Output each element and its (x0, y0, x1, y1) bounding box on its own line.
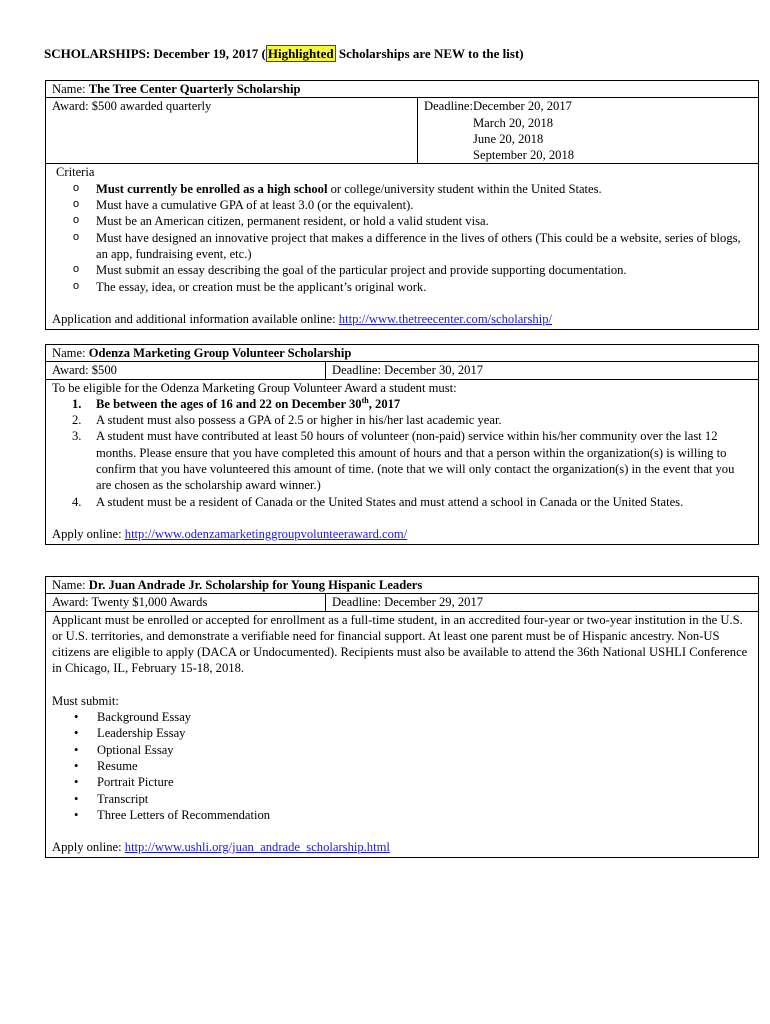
list-item: o Must be an American citizen, permanent resident, or hold a valid student visa. (52, 213, 752, 229)
award-cell: Award: $500 awarded quarterly (46, 98, 418, 163)
scholarship-andrade (45, 576, 759, 858)
deadline-label: Deadline: (424, 99, 473, 114)
list-item: • Three Letters of Recommendation (52, 807, 752, 823)
scholarship-name-row: Name: Odenza Marketing Group Volunteer Scholarship (46, 345, 758, 362)
deadline-date: March 20, 2018 (472, 115, 554, 130)
criteria-label: Criteria (56, 165, 95, 180)
award-cell: Award: $500 (46, 362, 326, 378)
deadline-cell: Deadline: December 29, 2017 (332, 595, 484, 610)
list-item: o Must currently be enrolled as a high school or college/university student within the United States. (52, 181, 752, 197)
details-section (46, 612, 758, 858)
list-item: 2. A student must also possess a GPA of 2.5 or higher in his/her last academic year. (72, 413, 502, 428)
award-deadline-row (46, 98, 758, 164)
apply-link[interactable]: http://www.odenzamarketinggroupvolunteeraward.com/ (124, 526, 408, 541)
scholarship-description: Applicant must be enrolled or accepted for enrollment as a full-time student, in an accredited four-year or two-year institution in the U.S. or U.S. territories, and demonstrate a verifiable need for financial support. At least one parent must be of Hispanic ancestry. Non-US citizens are eligible to apply (DACA or Undocumented). Recipients must also be available to attend the 36th National USHLI Conference in Chicago, IL, February 15-18, 2018. (52, 612, 748, 676)
criteria-section (46, 164, 758, 329)
submit-list (52, 709, 752, 823)
scholarship-tree-center (45, 80, 759, 330)
eligibility-list (52, 396, 752, 510)
list-item: • Leadership Essay (52, 725, 752, 741)
criteria-list (52, 181, 752, 295)
eligibility-section (46, 380, 758, 545)
deadline-cell: Deadline: December 30, 2017 (332, 363, 484, 378)
deadline-date: December 20, 2017 (472, 99, 572, 114)
list-item: • Optional Essay (52, 742, 752, 758)
must-submit-label: Must submit: (52, 693, 119, 708)
title-prefix: SCHOLARSHIPS: December 19, 2017 ( (44, 46, 266, 61)
title-suffix: Scholarships are NEW to the list) (335, 46, 524, 61)
list-item: o Must submit an essay describing the goal of the particular project and provide supporting documentation. (52, 262, 752, 278)
list-item: 3. A student must have contributed at least 50 hours of volunteer (non-paid) service within his/her community over the last 12 months. Please ensure that you have completed this amount of hours and that a person within the organization(s) is willing to confirm that you have volunteered this amount of time. (note that we will only contact the organization(s) in the event that you are chosen as the scholarship award winner.) (72, 429, 735, 493)
scholarship-name-row: Name: Dr. Juan Andrade Jr. Scholarship for Young Hispanic Leaders (46, 577, 758, 594)
award-cell: Award: Twenty $1,000 Awards (46, 594, 326, 610)
award-deadline-row (46, 362, 758, 379)
list-item: • Resume (52, 758, 752, 774)
award-deadline-row (46, 594, 758, 611)
list-item: • Portrait Picture (52, 774, 752, 790)
list-item: o Must have designed an innovative project that makes a difference in the lives of others (This could be a website, series of blogs, an app, fundraising event, etc.) (52, 230, 752, 263)
scholarship-name: The Tree Center Quarterly Scholarship (88, 82, 301, 96)
scholarship-name-row: Name: The Tree Center Quarterly Scholarship (46, 81, 758, 98)
deadline-date: September 20, 2018 (472, 148, 575, 163)
apply-link[interactable]: http://www.thetreecenter.com/scholarship/ (338, 311, 552, 326)
deadline-date: June 20, 2018 (472, 131, 544, 146)
apply-line: Application and additional information available online: http://www.thetreecenter.com/scholarship/ (52, 311, 552, 326)
apply-line: Apply online: http://www.ushli.org/juan_andrade_scholarship.html (52, 840, 390, 855)
eligibility-intro: To be eligible for the Odenza Marketing Group Volunteer Award a student must: (52, 380, 457, 395)
deadline-cell (418, 98, 758, 163)
scholarship-name: Odenza Marketing Group Volunteer Scholarship (88, 346, 352, 360)
page-title (44, 46, 524, 62)
apply-line: Apply online: http://www.odenzamarketinggroupvolunteeraward.com/ (52, 526, 408, 541)
list-item: o Must have a cumulative GPA of at least 3.0 (or the equivalent). (52, 197, 752, 213)
list-item: • Transcript (52, 791, 752, 807)
apply-link[interactable]: http://www.ushli.org/juan_andrade_scholarship.html (124, 840, 390, 855)
list-item: o The essay, idea, or creation must be the applicant’s original work. (52, 279, 752, 295)
highlighted-word: Highlighted (267, 46, 334, 61)
scholarship-name: Dr. Juan Andrade Jr. Scholarship for Young Hispanic Leaders (88, 578, 423, 592)
list-item: • Background Essay (52, 709, 752, 725)
list-item: 1. Be between the ages of 16 and 22 on December 30th, 2017 (72, 395, 401, 411)
scholarship-odenza (45, 344, 759, 545)
list-item: 4. A student must be a resident of Canada or the United States and must attend a school in Canada or the United States. (72, 494, 684, 509)
